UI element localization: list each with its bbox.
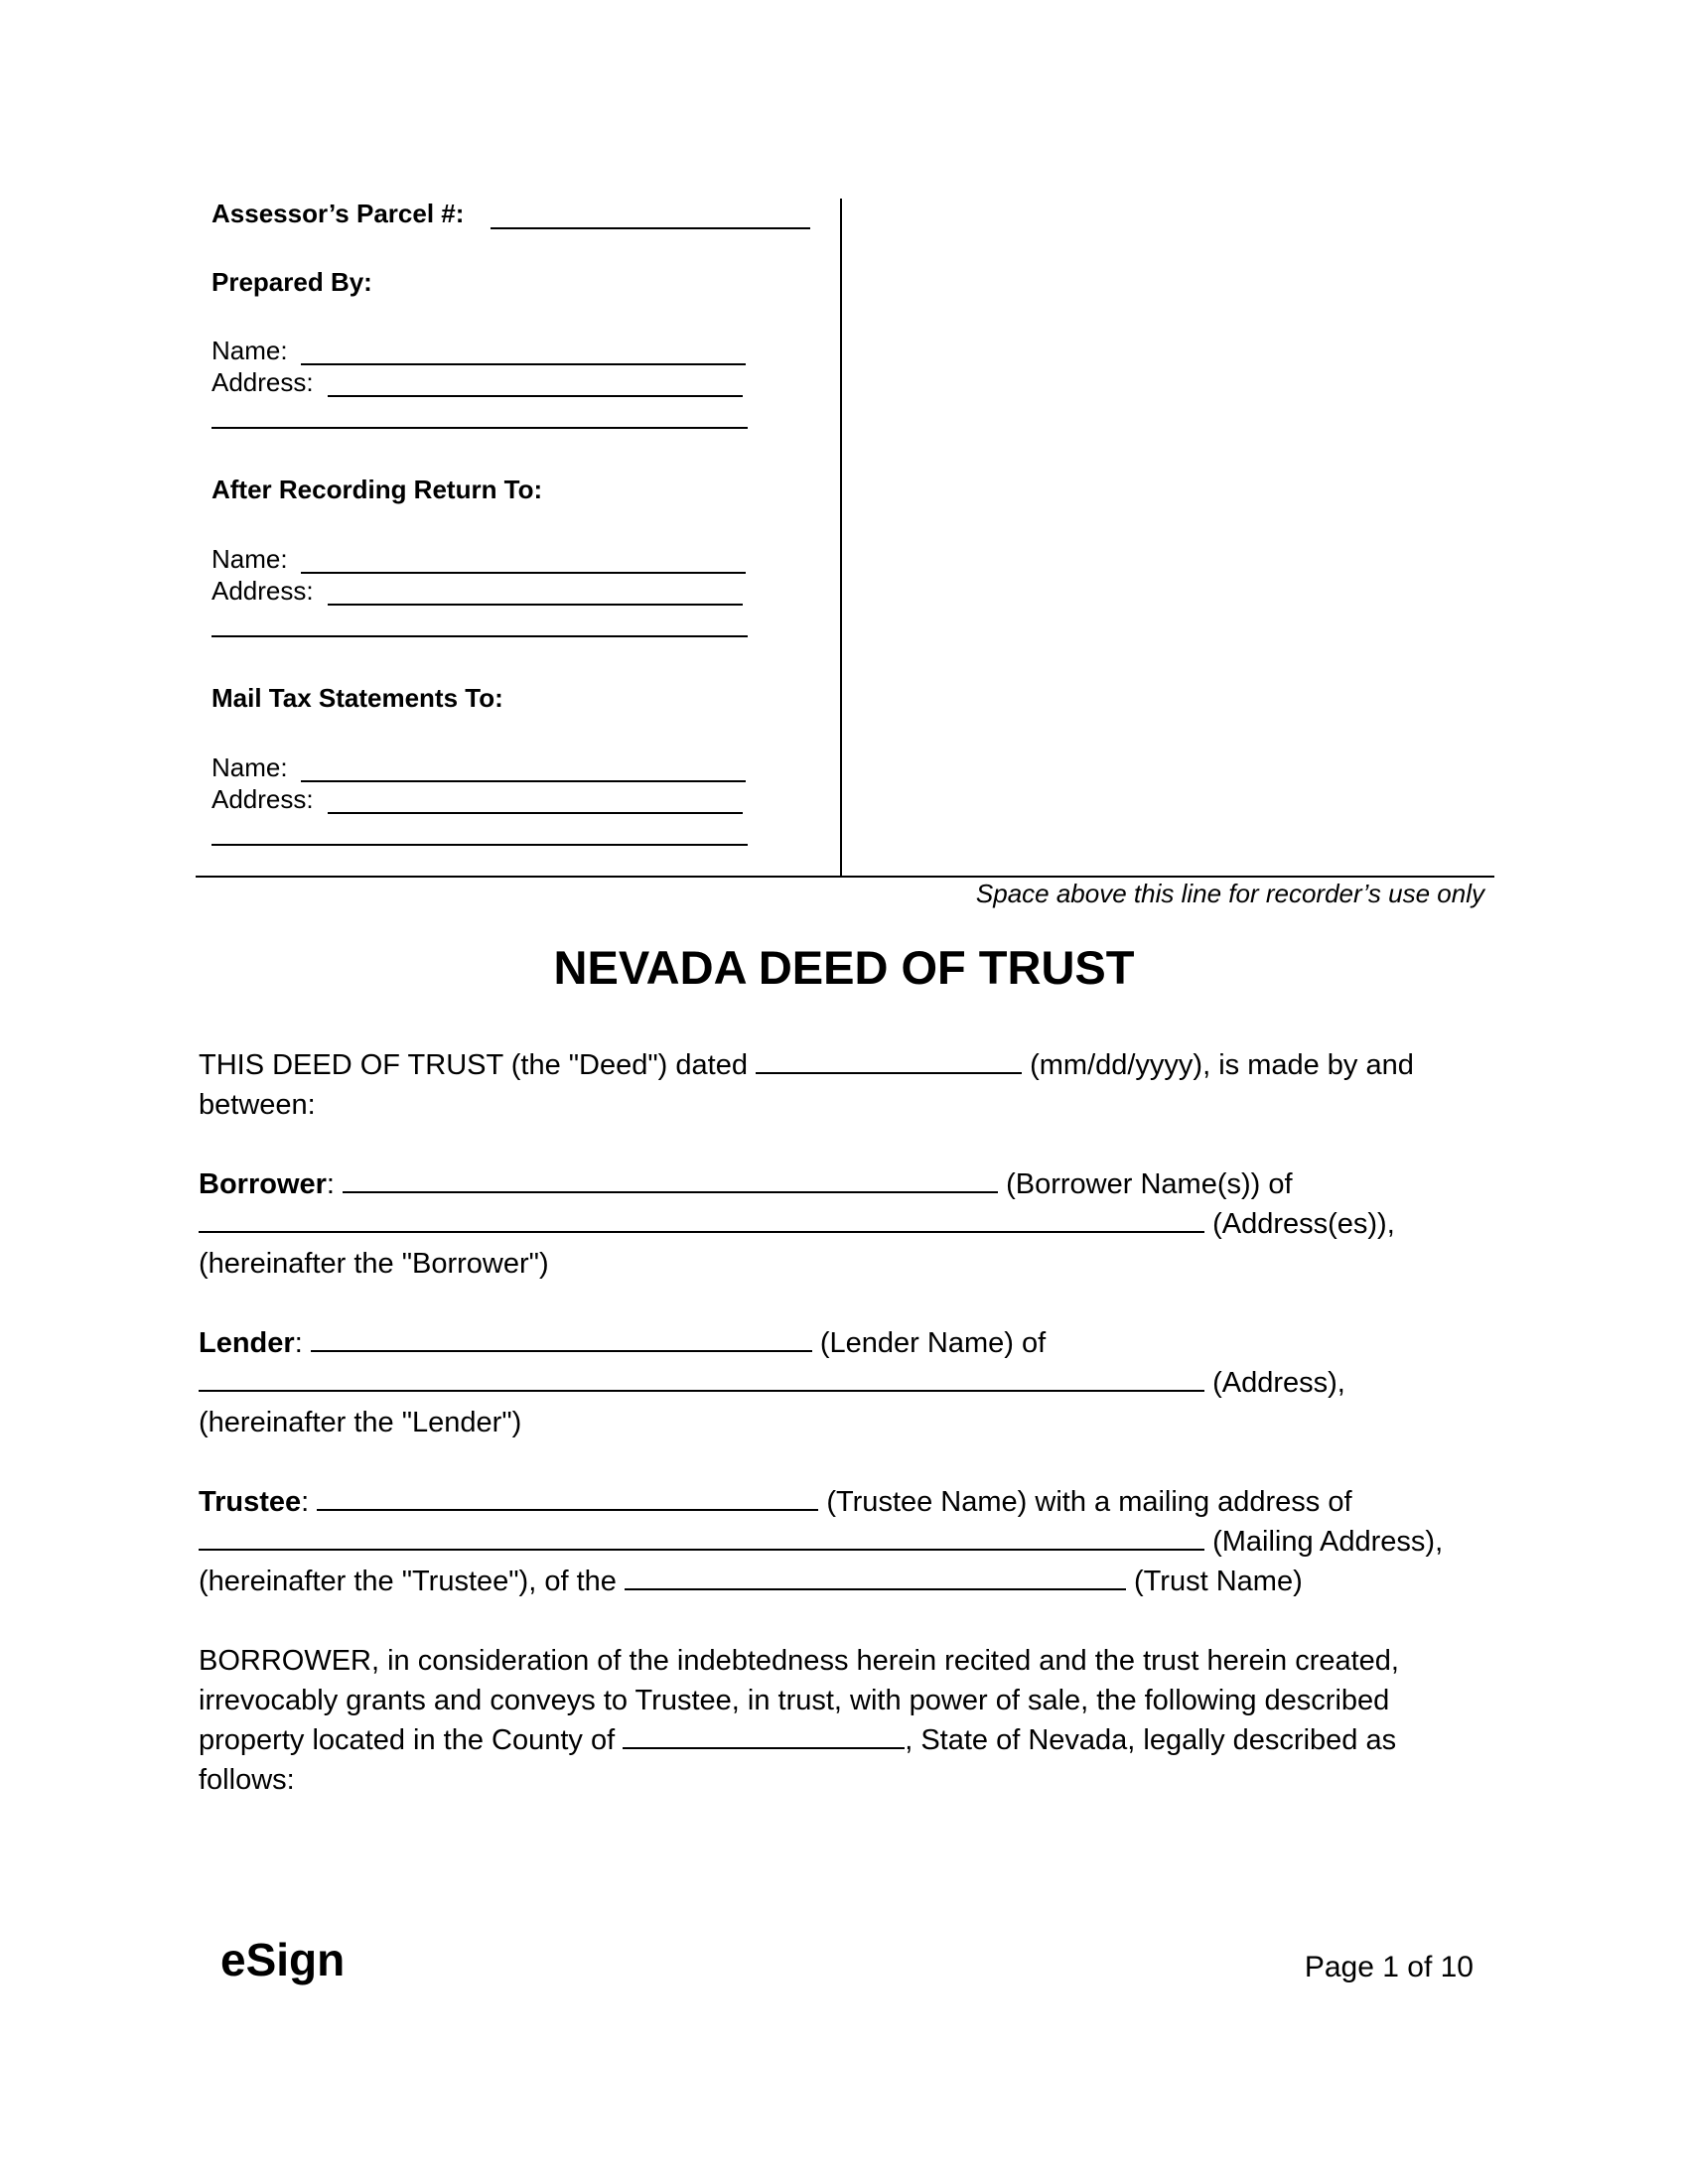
borrower-address-field[interactable]	[199, 1205, 1204, 1233]
intro-line-2: between:	[199, 1089, 316, 1121]
trustee-line-1: Trustee: (Trustee Name) with a mailing address of	[199, 1482, 1352, 1522]
borrower-name-field[interactable]	[343, 1165, 998, 1193]
return-to-address-label: Address:	[211, 576, 314, 606]
trustee-address-hint: (Mailing Address),	[1212, 1526, 1444, 1558]
return-to-name-label: Name:	[211, 544, 288, 574]
prepared-by-address-label: Address:	[211, 367, 314, 397]
prepared-by-name-field[interactable]	[301, 363, 746, 365]
intro-text-a: THIS DEED OF TRUST (the "Deed") dated	[199, 1049, 748, 1081]
recorder-divider-vertical	[840, 199, 842, 877]
lender-line-2	[199, 1363, 1345, 1403]
intro-line-1	[199, 1045, 1414, 1085]
prepared-by-name-label: Name:	[211, 336, 288, 365]
return-to-heading: After Recording Return To:	[211, 475, 543, 504]
grant-line-1: BORROWER, in consideration of the indebtedness herein recited and the trust herein created,	[199, 1645, 1399, 1677]
trustee-line-3	[199, 1562, 1303, 1601]
lender-name-field[interactable]	[311, 1324, 812, 1352]
deed-date-field[interactable]	[756, 1046, 1022, 1074]
borrower-line-1: Borrower: (Borrower Name(s)) of	[199, 1164, 1293, 1204]
mail-tax-heading: Mail Tax Statements To:	[211, 683, 503, 713]
apn-label: Assessor’s Parcel #:	[211, 199, 465, 228]
grant-state-text: , State of Nevada, legally described as	[905, 1724, 1397, 1756]
trustee-address-field[interactable]	[199, 1523, 1204, 1551]
trustee-name-field[interactable]	[317, 1483, 818, 1511]
lender-label: Lender	[199, 1327, 295, 1359]
mail-tax-name-field[interactable]	[301, 780, 746, 782]
borrower-line-2	[199, 1204, 1395, 1244]
grant-line-2: irrevocably grants and conveys to Trustee, in trust, with power of sale, the following described	[199, 1685, 1390, 1716]
trust-name-field[interactable]	[625, 1563, 1126, 1590]
lender-name-hint: (Lender Name) of	[819, 1327, 1047, 1359]
trustee-line-2	[199, 1522, 1443, 1562]
borrower-label: Borrower	[199, 1168, 327, 1200]
recorder-note: Space above this line for recorder’s use only	[975, 879, 1484, 908]
mail-tax-address-field-2[interactable]	[211, 844, 748, 846]
mail-tax-address-field[interactable]	[328, 812, 743, 814]
return-to-address-field[interactable]	[328, 604, 743, 606]
mail-tax-address-label: Address:	[211, 784, 314, 814]
apn-field[interactable]	[491, 227, 810, 229]
prepared-by-address-field[interactable]	[328, 395, 743, 397]
trustee-label: Trustee	[199, 1486, 302, 1518]
page-number: Page 1 of 10	[1304, 1951, 1474, 1983]
borrower-name-hint: (Borrower Name(s)) of	[1006, 1168, 1293, 1200]
prepared-by-heading: Prepared By:	[211, 267, 372, 297]
trustee-hereinafter: (hereinafter the "Trustee"), of the	[199, 1566, 617, 1597]
borrower-hereinafter: (hereinafter the "Borrower")	[199, 1248, 549, 1280]
return-to-name-field[interactable]	[301, 572, 746, 574]
lender-line-1: Lender: (Lender Name) of	[199, 1323, 1046, 1363]
prepared-by-address-field-2[interactable]	[211, 427, 748, 429]
page-title: NEVADA DEED OF TRUST	[553, 941, 1135, 994]
grant-line-4: follows:	[199, 1764, 295, 1796]
lender-address-field[interactable]	[199, 1364, 1204, 1392]
grant-county-text: property located in the County of	[199, 1724, 616, 1756]
intro-text-b: (mm/dd/yyyy), is made by and	[1030, 1049, 1414, 1081]
lender-hereinafter: (hereinafter the "Lender")	[199, 1407, 522, 1438]
trust-name-hint: (Trust Name)	[1134, 1566, 1303, 1597]
lender-address-hint: (Address),	[1212, 1367, 1345, 1399]
grant-line-3	[199, 1720, 1396, 1760]
trustee-name-hint: (Trustee Name) with a mailing address of	[826, 1486, 1352, 1518]
esign-logo: eSign	[220, 1934, 346, 1985]
county-field[interactable]	[623, 1721, 905, 1749]
borrower-address-hint: (Address(es)),	[1212, 1208, 1395, 1240]
return-to-address-field-2[interactable]	[211, 635, 748, 637]
mail-tax-name-label: Name:	[211, 752, 288, 782]
